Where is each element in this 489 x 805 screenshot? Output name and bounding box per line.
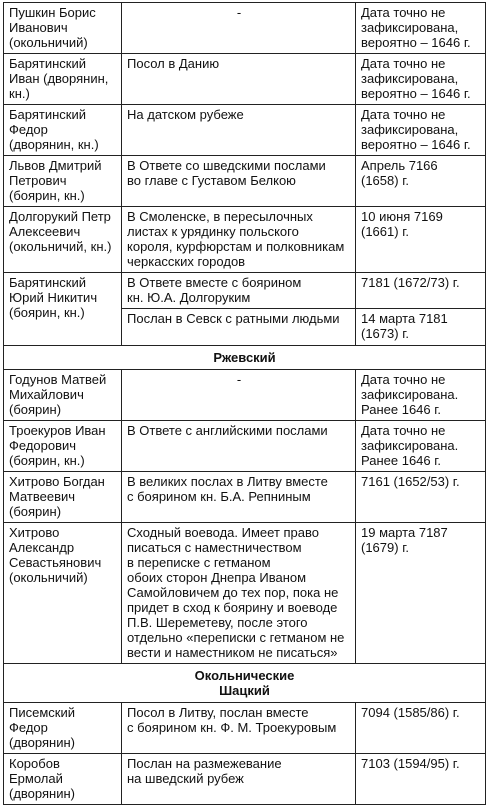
person-name-cell: Троекуров Иван Федорович (боярин, кн.)	[4, 421, 122, 472]
section-row	[4, 664, 486, 703]
event-cell: В великих послах в Литву вместе с боярином кн. Б.А. Репниным	[122, 472, 356, 523]
event-entry: Послан в Севск с ратными людьми	[122, 308, 355, 345]
date-cell: 19 марта 7187 (1679) г.	[356, 523, 486, 664]
event-cell: -	[122, 3, 356, 54]
date-cell	[356, 273, 486, 346]
person-name-cell: Годунов Матвей Михайлович (боярин)	[4, 370, 122, 421]
date-cell: 7161 (1652/53) г.	[356, 472, 486, 523]
event-cell: На датском рубеже	[122, 105, 356, 156]
event-cell: -	[122, 370, 356, 421]
date-entry: 14 марта 7181 (1673) г.	[356, 308, 485, 345]
section-heading: Ржевский	[4, 346, 486, 370]
date-cell: Дата точно не зафиксирована, вероятно – 1646 г.	[356, 3, 486, 54]
person-name-cell: Пушкин Борис Иванович (окольничий)	[4, 3, 122, 54]
document-page	[3, 2, 485, 805]
date-cell: Апрель 7166 (1658) г.	[356, 156, 486, 207]
date-entry: 7181 (1672/73) г.	[361, 275, 460, 290]
table-row	[4, 472, 486, 523]
date-cell: 10 июня 7169 (1661) г.	[356, 207, 486, 273]
table-row	[4, 156, 486, 207]
event-cell: Посол в Литву, послан вместе с боярином кн. Ф. М. Троекуровым	[122, 703, 356, 754]
section-heading: Окольнические Шацкий	[4, 664, 486, 703]
table-row	[4, 703, 486, 754]
section-row	[4, 346, 486, 370]
event-cell: В Ответе со шведскими послами во главе с Густавом Белкою	[122, 156, 356, 207]
event-entry: В Ответе вместе с боярином кн. Ю.А. Долгоруким	[127, 275, 302, 305]
date-cell: Дата точно не зафиксирована. Ранее 1646 г.	[356, 421, 486, 472]
date-cell: Дата точно не зафиксирована, вероятно – 1646 г.	[356, 105, 486, 156]
table-body	[4, 3, 486, 805]
table-row	[4, 3, 486, 54]
person-name-cell: Хитрово Богдан Матвеевич (боярин)	[4, 472, 122, 523]
event-cell: Сходный воевода. Имеет право писаться с наместничеством в переписке с гетманом обоих сторон Днепра Иваном Самойловичем до тех пор, пока не придет в сход к боярину и воеводе П.В. Шереметеву, после этого отдельно «переписки с гетманом не вести и наместником не писаться»	[122, 523, 356, 664]
person-name-cell: Барятинский Юрий Никитич (боярин, кн.)	[4, 273, 122, 346]
table-row	[4, 754, 486, 805]
event-cell: Посол в Данию	[122, 54, 356, 105]
date-cell: 7094 (1585/86) г.	[356, 703, 486, 754]
person-name-cell: Писемский Федор (дворянин)	[4, 703, 122, 754]
person-name-cell: Хитрово Александр Севастьянович (окольничий)	[4, 523, 122, 664]
person-name-cell: Барятинский Федор (дворянин, кн.)	[4, 105, 122, 156]
date-cell: Дата точно не зафиксирована, вероятно – 1646 г.	[356, 54, 486, 105]
event-cell: Послан на размежевание на шведский рубеж	[122, 754, 356, 805]
event-cell	[122, 273, 356, 346]
date-cell: Дата точно не зафиксирована. Ранее 1646 г.	[356, 370, 486, 421]
officials-table	[3, 2, 486, 805]
person-name-cell: Барятинский Иван (дворянин, кн.)	[4, 54, 122, 105]
event-cell: В Смоленске, в пересылочных листах к урядинку польского короля, курфюрстам и полковникам черкасских городов	[122, 207, 356, 273]
person-name-cell: Долгорукий Петр Алексеевич (окольничий, кн.)	[4, 207, 122, 273]
date-cell: 7103 (1594/95) г.	[356, 754, 486, 805]
table-row	[4, 207, 486, 273]
person-name-cell: Львов Дмитрий Петрович (боярин, кн.)	[4, 156, 122, 207]
table-row	[4, 421, 486, 472]
table-row	[4, 273, 486, 346]
table-row	[4, 370, 486, 421]
table-row	[4, 105, 486, 156]
table-row	[4, 54, 486, 105]
event-cell: В Ответе с английскими послами	[122, 421, 356, 472]
table-row	[4, 523, 486, 664]
person-name-cell: Коробов Ермолай (дворянин)	[4, 754, 122, 805]
